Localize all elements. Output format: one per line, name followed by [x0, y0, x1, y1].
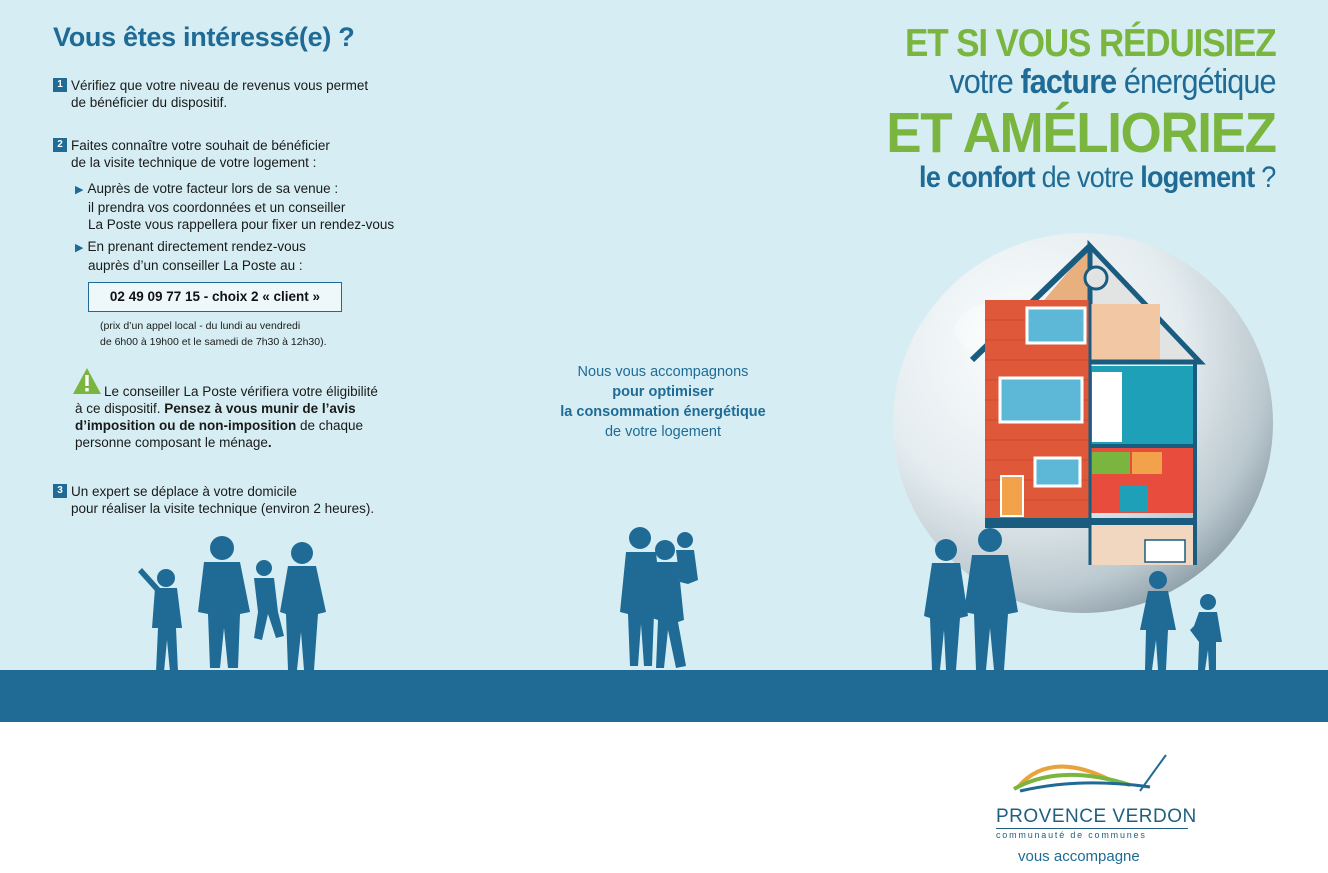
- step-text: Faites connaître votre souhait de bénéficier: [71, 138, 330, 153]
- call-pricing-note: [100, 318, 327, 350]
- note-text: de 6h00 à 19h00 et le samedi de 7h30 à 12h30).: [100, 336, 327, 348]
- logo-subtitle: communauté de communes: [996, 828, 1188, 840]
- step-text: de la visite technique de votre logement :: [71, 155, 317, 170]
- note-text: (prix d’un appel local - du lundi au vendredi: [100, 320, 301, 332]
- step-text: Vérifiez que votre niveau de revenus vous permet: [71, 78, 369, 93]
- bullet-text: il prendra vos coordonnées et un conseiller: [88, 200, 346, 215]
- section-heading: Vous êtes intéressé(e) ?: [53, 22, 355, 52]
- provence-verdon-logo-icon: [990, 745, 1190, 805]
- notice-emphasis: d’imposition ou de non-imposition: [75, 418, 297, 433]
- notice-emphasis: .: [267, 435, 272, 450]
- center-text: de votre logement: [604, 424, 722, 440]
- center-emphasis: la consommation énergétique: [560, 404, 766, 420]
- notice-emphasis: Pensez à vous munir de l’avis: [164, 401, 356, 416]
- center-message: [530, 362, 796, 442]
- family-silhouette-center: [620, 527, 698, 668]
- step-text: de bénéficier du dispositif.: [71, 95, 228, 110]
- triangle-bullet-icon: ▶: [75, 242, 84, 254]
- bullet-text: En prenant directement rendez-vous: [87, 239, 306, 254]
- center-text: Nous vous accompagnons: [577, 364, 749, 380]
- notice-text: personne composant le ménage: [75, 435, 268, 450]
- headline-word: énergétique: [1116, 63, 1276, 101]
- headline-word: le confort: [919, 161, 1036, 194]
- headline-word: de votre: [1035, 161, 1141, 194]
- bullet-rendez-vous: [75, 238, 306, 274]
- headline-word: ?: [1254, 161, 1276, 194]
- headline-word: facture: [1020, 63, 1117, 101]
- triangle-bullet-icon: ▶: [75, 184, 84, 196]
- headline-word: votre: [949, 63, 1021, 101]
- step-2: [53, 137, 330, 171]
- ground-band: [0, 670, 1328, 722]
- bullet-text: Auprès de votre facteur lors de sa venue :: [87, 181, 339, 196]
- phone-number-box[interactable]: 02 49 09 77 15 - choix 2 « client »: [88, 282, 342, 312]
- notice-text: de chaque: [296, 418, 364, 433]
- step-1: [53, 77, 368, 111]
- headline-line: ET SI VOUS RÉDUISIEZ: [905, 22, 1276, 65]
- headline-word: logement: [1140, 161, 1255, 194]
- headline-line: [899, 64, 1276, 100]
- notice-text: Le conseiller La Poste vérifiera votre éligibilité: [104, 384, 378, 399]
- step-3: [53, 483, 374, 517]
- main-headline: [857, 24, 1276, 194]
- center-emphasis: pour optimiser: [612, 384, 714, 400]
- step-text: pour réaliser la visite technique (environ 2 heures).: [71, 501, 375, 516]
- logo-tagline: vous accompagne: [1018, 848, 1140, 865]
- step-number: 2: [53, 138, 67, 152]
- step-number: 1: [53, 78, 67, 92]
- logo-name: PROVENCE VERDON: [996, 806, 1197, 827]
- bullet-text: auprès d’un conseiller La Poste au :: [88, 258, 303, 273]
- step-number: 3: [53, 484, 67, 498]
- bullet-facteur: [75, 180, 394, 233]
- notice-text: à ce dispositif.: [75, 401, 165, 416]
- headline-line: [899, 162, 1276, 194]
- headline-line: ET AMÉLIORIEZ: [886, 101, 1276, 165]
- family-silhouette-left: [138, 536, 326, 672]
- eligibility-notice: [75, 383, 425, 451]
- bullet-text: La Poste vous rappellera pour fixer un rendez-vous: [88, 217, 395, 232]
- step-text: Un expert se déplace à votre domicile: [71, 484, 297, 499]
